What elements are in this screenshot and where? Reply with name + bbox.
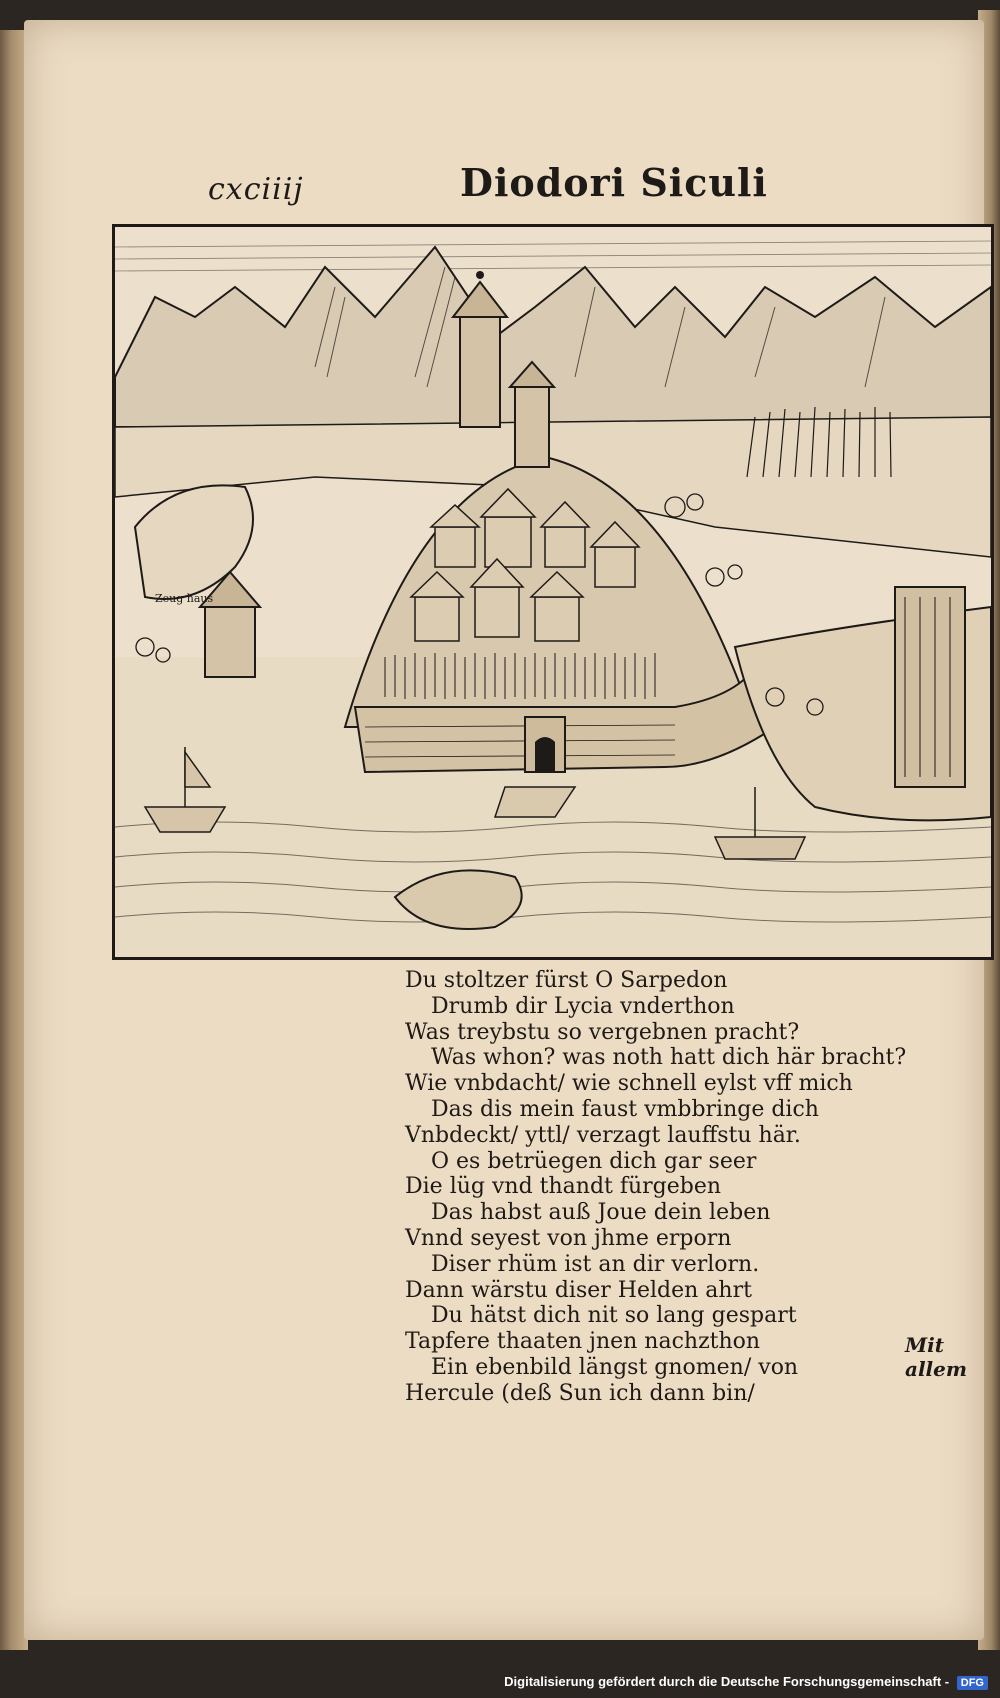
poem-line: Tapfere thaaten jnen nachzthon — [405, 1329, 761, 1355]
poem-line: Drumb dir Lycia vnderthon — [431, 993, 735, 1019]
poem-line: Ein ebenbild längst gnomen/ von — [431, 1354, 799, 1380]
poem-text — [405, 968, 907, 1407]
poem-line: Du hätst dich nit so lang gespart — [431, 1303, 797, 1329]
poem-line: Du stoltzer fürst O Sarpedon — [405, 968, 728, 993]
poem-line: Vnbdeckt/ yttl/ verzagt lauffstu här. — [405, 1122, 801, 1148]
footer-bar — [0, 1650, 1000, 1698]
poem-line: Diser rhüm ist an dir verlorn. — [431, 1251, 760, 1277]
poem-line: Die lüg vnd thandt fürgeben — [405, 1174, 722, 1200]
poem-line: Dann wärstu diser Helden ahrt — [405, 1277, 752, 1303]
page-number: cxciiij — [208, 172, 304, 207]
poem-line: O es betrüegen dich gar seer — [431, 1148, 757, 1174]
poem-line: Was treybstu so vergebnen pracht? — [405, 1019, 800, 1045]
credit-text: Digitalisierung gefördert durch die Deutsche Forschungsgemeinschaft - — [504, 1674, 950, 1689]
poem-line: Das habst auß Joue dein leben — [431, 1200, 771, 1226]
woodcut-drawing — [115, 227, 991, 957]
woodcut-illustration — [112, 224, 994, 960]
dfg-logo: DFG — [957, 1676, 988, 1690]
funding-credit — [504, 1674, 988, 1690]
poem-line: Wie vnbdacht/ wie schnell eylst vff mich — [405, 1071, 853, 1097]
poem-line: Vnnd seyest von jhme erporn — [405, 1225, 732, 1251]
catchword: Mit allem — [905, 1333, 968, 1381]
poem-line: Das dis mein faust vmbbringe dich — [431, 1096, 819, 1122]
poem-line: Hercule (deß Sun ich dann bin/ — [405, 1380, 755, 1406]
poem-line: Was whon? was noth hatt dich här bracht? — [431, 1045, 907, 1071]
zeughaus-label: Zeug haus — [155, 592, 214, 605]
running-title: Diodori Siculi — [460, 160, 768, 205]
